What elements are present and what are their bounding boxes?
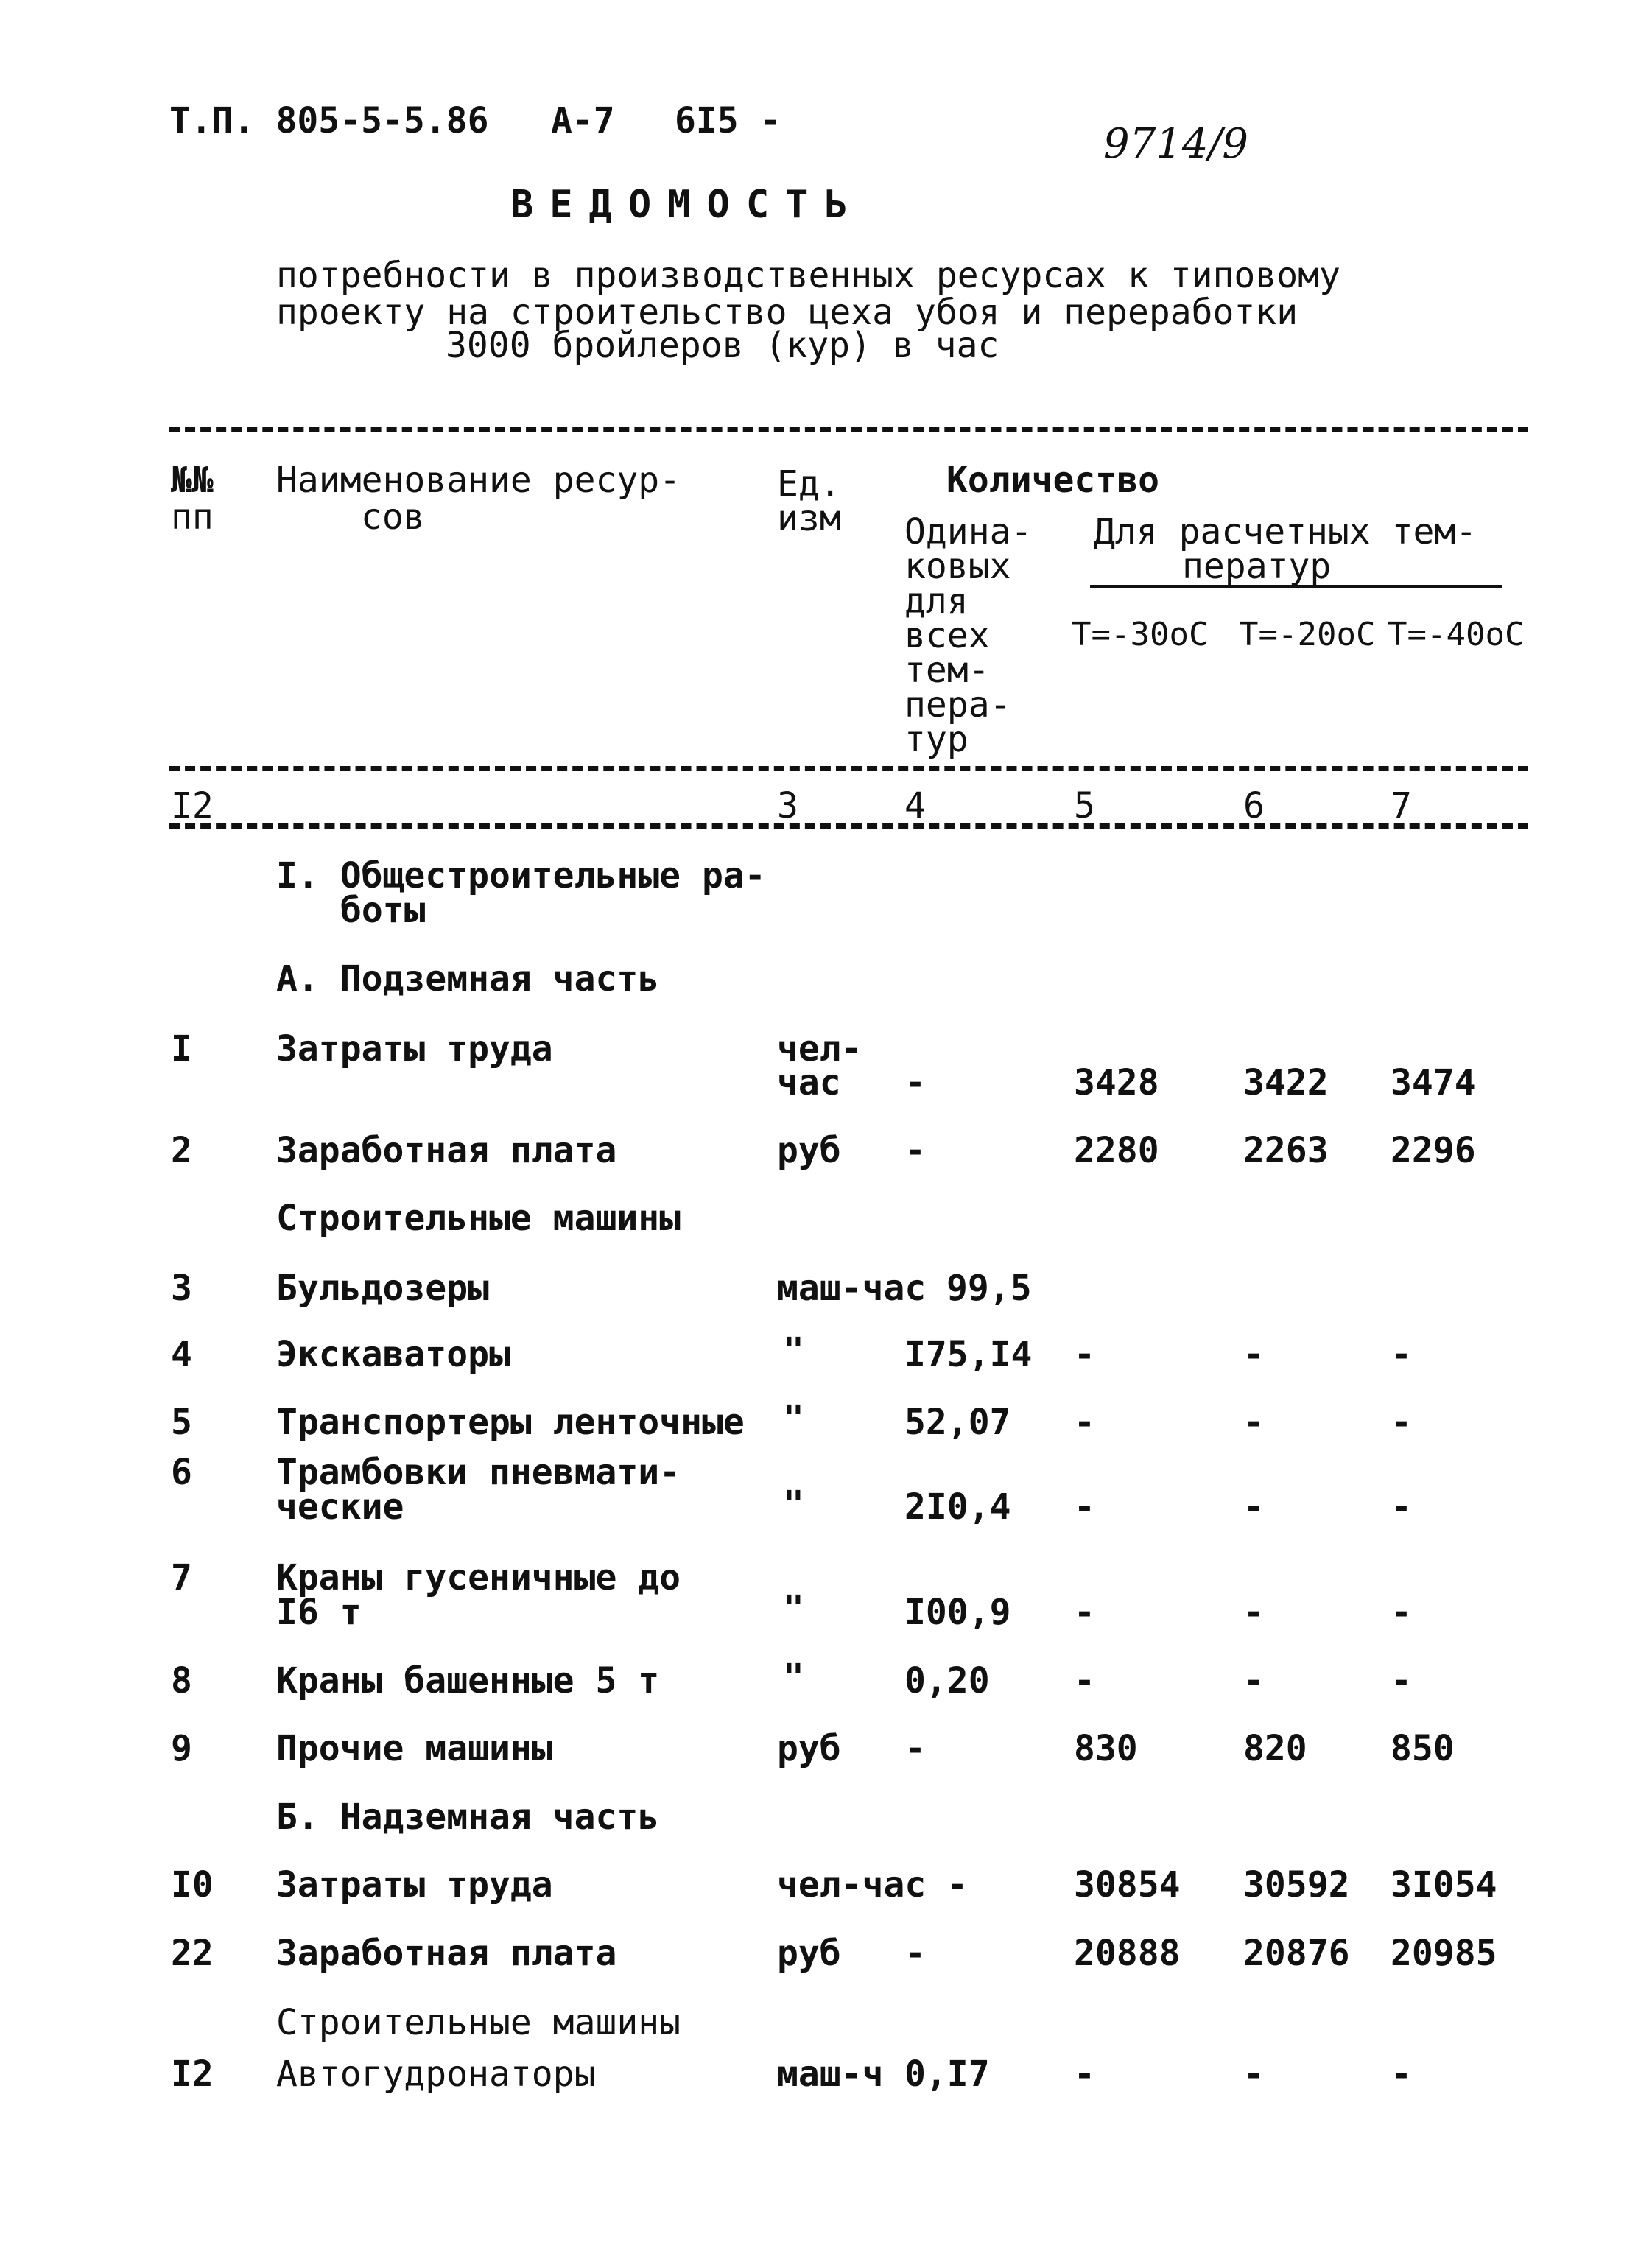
header-t30: Т=-30оС [1072, 616, 1209, 653]
row-6-unit: " [783, 1483, 804, 1525]
colnum-1: I2 [171, 785, 214, 826]
row-9-unit: руб [777, 1728, 841, 1769]
row-11-t20: 20876 [1243, 1933, 1350, 1974]
row-6-t40: - [1391, 1486, 1412, 1528]
row-3-name: Бульдозеры [276, 1268, 489, 1309]
row-7-name-line-2: I6 т [276, 1592, 362, 1633]
row-8-same: 0,20 [904, 1660, 990, 1701]
row-7-t40: - [1391, 1592, 1412, 1633]
row-9-num: 9 [171, 1728, 192, 1769]
row-2-t20: 2263 [1243, 1130, 1329, 1171]
row-5-t40: - [1391, 1402, 1412, 1443]
row-6-name-line-2: ческие [276, 1486, 404, 1528]
row-9-t20: 820 [1243, 1728, 1307, 1769]
header-t20: Т=-20оС [1239, 616, 1376, 653]
row-2-unit: руб [777, 1130, 841, 1171]
row-10-same: - [946, 1864, 968, 1906]
row-9-t40: 850 [1391, 1728, 1455, 1769]
row-2-name: Заработная плата [276, 1130, 617, 1171]
row-12-t30: - [1074, 2054, 1095, 2095]
row-6-name-line-1: Трамбовки пневмати- [276, 1452, 681, 1493]
row-1-same: - [904, 1062, 926, 1103]
page-number: 6I5 - [675, 100, 781, 141]
colnum-5: 5 [1074, 785, 1095, 826]
row-4-name: Экскаваторы [276, 1334, 510, 1375]
row-6-t20: - [1243, 1486, 1265, 1528]
row-6-t30: - [1074, 1486, 1095, 1528]
header-unit-line-1: Ед. [777, 463, 841, 505]
row-3-same: 99,5 [946, 1268, 1032, 1309]
header-same-line-2: ковых [904, 546, 1011, 587]
row-5-same: 52,07 [904, 1402, 1011, 1443]
row-10-t30: 30854 [1074, 1864, 1181, 1906]
row-2-t40: 2296 [1391, 1130, 1476, 1171]
row-10-t40: 3I054 [1391, 1864, 1497, 1906]
row-8-num: 8 [171, 1660, 192, 1701]
row-4-t30: - [1074, 1334, 1095, 1375]
row-7-name-line-1: Краны гусеничные до [276, 1557, 681, 1598]
row-11-unit: руб [777, 1933, 841, 1974]
row-5-num: 5 [171, 1402, 192, 1443]
row-12-name: Автогудронаторы [276, 2054, 596, 2095]
row-4-same: I75,I4 [904, 1334, 1033, 1375]
colnum-4: 4 [904, 785, 926, 826]
header-same-line-7: тур [904, 719, 969, 760]
row-12-t40: - [1391, 2054, 1412, 2095]
header-same-line-5: тем- [904, 650, 990, 691]
row-1-t40: 3474 [1391, 1062, 1476, 1103]
colnum-3: 3 [777, 785, 798, 826]
header-num-line-1: №№ [171, 460, 214, 501]
row-5-t30: - [1074, 1402, 1095, 1443]
group-machines-underground: Строительные машины [276, 1198, 681, 1239]
subtitle-line-3: 3000 бройлеров (кур) в час [446, 325, 999, 366]
row-11-t40: 20985 [1391, 1933, 1497, 1974]
subsection-underground: А. Подземная часть [276, 958, 660, 1000]
row-10-num: I0 [171, 1864, 214, 1906]
row-8-unit: " [783, 1657, 804, 1698]
header-t40: Т=-40оС [1388, 616, 1525, 653]
row-4-t40: - [1391, 1334, 1412, 1375]
header-calc-line-1: Для расчетных тем- [1094, 511, 1477, 552]
header-same-line-3: для [904, 580, 969, 622]
row-3-num: 3 [171, 1268, 192, 1309]
row-4-num: 4 [171, 1334, 192, 1375]
document-title: ВЕДОМОСТЬ [510, 183, 864, 227]
row-12-num: I2 [171, 2054, 214, 2095]
row-11-t30: 20888 [1074, 1933, 1181, 1974]
header-num-line-2: пп [171, 496, 214, 538]
row-1-name: Затраты труда [276, 1028, 553, 1069]
row-10-t20: 30592 [1243, 1864, 1350, 1906]
row-8-t30: - [1074, 1660, 1095, 1701]
column-number-rule [169, 823, 1528, 829]
row-1-t20: 3422 [1243, 1062, 1329, 1103]
row-12-unit: маш-ч [777, 2054, 884, 2095]
header-name-line-1: Наименование ресур- [276, 460, 681, 501]
row-10-name: Затраты труда [276, 1864, 553, 1906]
table-top-rule [169, 427, 1528, 432]
doc-code: Т.П. 805-5-5.86 [169, 100, 489, 141]
row-10-unit: чел-час [777, 1864, 927, 1906]
row-12-same: 0,I7 [904, 2054, 990, 2095]
row-2-num: 2 [171, 1130, 192, 1171]
header-quantity: Количество [946, 460, 1159, 501]
row-7-unit: " [783, 1588, 804, 1629]
row-2-same: - [904, 1130, 926, 1171]
subtitle-line-1: потребности в производственных ресурсах к типовому [276, 255, 1340, 296]
group-machines-aboveground: Строительные машины [276, 2002, 681, 2043]
section-title-line-2: боты [340, 890, 426, 931]
album-code: А-7 [551, 100, 615, 141]
row-1-t30: 3428 [1074, 1062, 1159, 1103]
row-9-same: - [904, 1728, 926, 1769]
row-5-t20: - [1243, 1402, 1265, 1443]
handwritten-number: 9714/9 [1103, 120, 1249, 168]
section-title-line-1: I. Общестроительные ра- [276, 855, 766, 896]
row-11-name: Заработная плата [276, 1933, 617, 1974]
row-5-unit: " [783, 1398, 804, 1439]
row-1-unit-line-1: чел- [777, 1028, 862, 1069]
row-9-name: Прочие машины [276, 1728, 553, 1769]
row-12-t20: - [1243, 2054, 1265, 2095]
header-bottom-rule [169, 766, 1528, 771]
header-calc-underline [1090, 585, 1502, 588]
header-name-line-2: сов [361, 496, 425, 538]
row-11-same: - [904, 1933, 926, 1974]
row-8-name: Краны башенные 5 т [276, 1660, 660, 1701]
row-6-num: 6 [171, 1452, 192, 1493]
row-1-num: I [171, 1028, 192, 1069]
row-8-t40: - [1391, 1660, 1412, 1701]
row-7-t30: - [1074, 1592, 1095, 1633]
row-4-t20: - [1243, 1334, 1265, 1375]
colnum-7: 7 [1391, 785, 1412, 826]
header-same-line-6: пера- [904, 684, 1011, 726]
row-7-num: 7 [171, 1557, 192, 1598]
subtitle-line-2: проекту на строительство цеха убоя и переработки [276, 292, 1298, 333]
header-same-line-4: всех [904, 615, 990, 656]
row-9-t30: 830 [1074, 1728, 1138, 1769]
row-1-unit-line-2: час [777, 1062, 841, 1103]
row-6-same: 2I0,4 [904, 1486, 1011, 1528]
row-5-name: Транспортеры ленточные [276, 1402, 745, 1443]
row-8-t20: - [1243, 1660, 1265, 1701]
colnum-6: 6 [1243, 785, 1265, 826]
header-unit-line-2: изм [777, 498, 841, 539]
header-same-line-1: Одина- [904, 511, 1033, 552]
subsection-aboveground: Б. Надземная часть [276, 1796, 660, 1838]
row-3-unit: маш-час [777, 1268, 927, 1309]
row-7-t20: - [1243, 1592, 1265, 1633]
row-7-same: I00,9 [904, 1592, 1011, 1633]
row-2-t30: 2280 [1074, 1130, 1159, 1171]
row-11-num: 22 [171, 1933, 214, 1974]
header-calc-line-2: ператур [1182, 546, 1332, 587]
row-4-unit: " [783, 1330, 804, 1371]
